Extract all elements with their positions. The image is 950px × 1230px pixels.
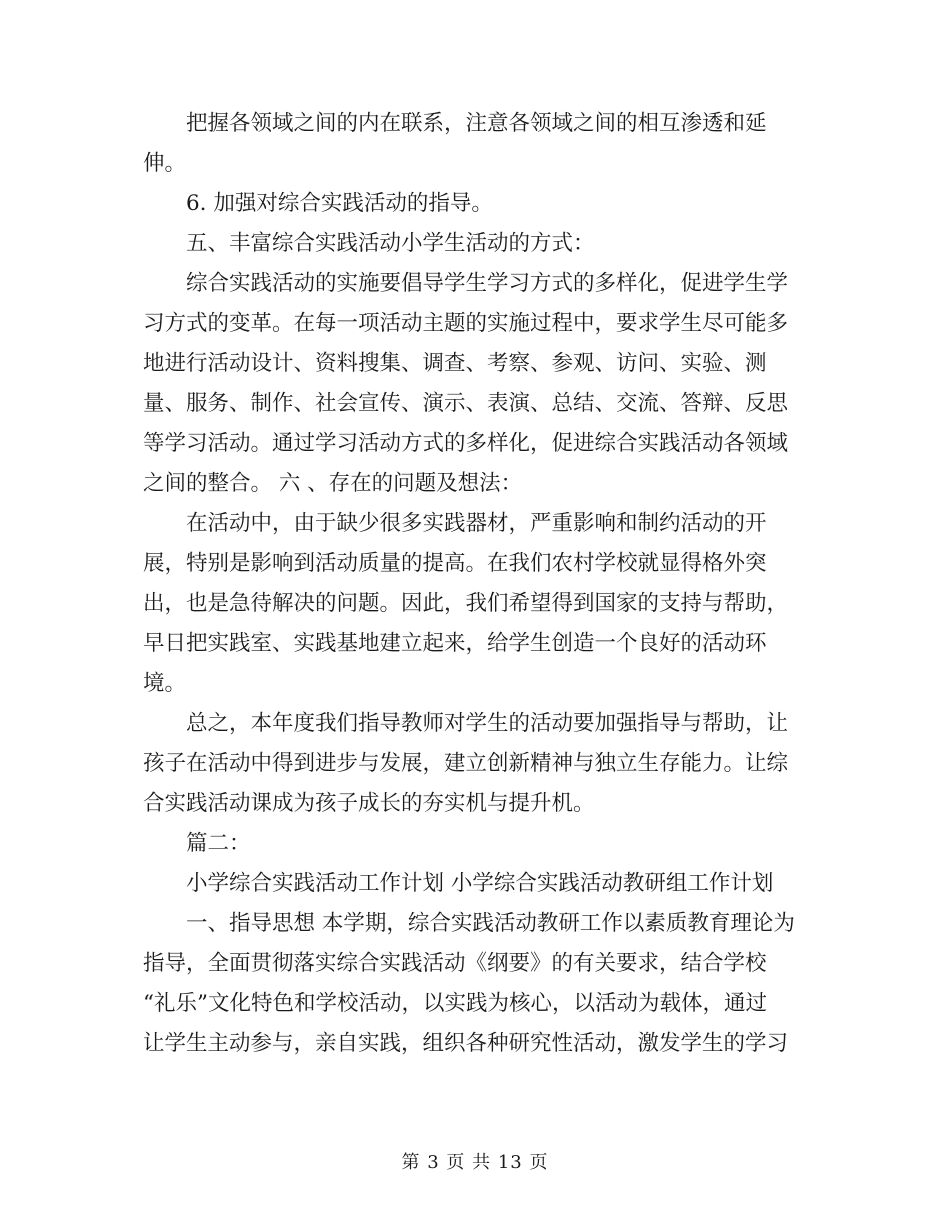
text-line: 6. 加强对综合实践活动的指导。 bbox=[186, 191, 493, 216]
text-line: 把握各领域之间的内在联系，注意各领域之间的相互渗透和延 bbox=[186, 111, 767, 136]
text-line: 篇二： bbox=[186, 831, 251, 856]
text-line: 让学生主动参与，亲自实践，组织各种研究性活动，激发学生的学习 bbox=[143, 1031, 789, 1056]
text-line: 五、丰富综合实践活动小学生活动的方式： bbox=[186, 231, 595, 256]
text-line: 出，也是急待解决的问题。因此，我们希望得到国家的支持与帮助， bbox=[143, 591, 789, 616]
text-line: 孩子在活动中得到进步与发展，建立创新精神与独立生存能力。让综 bbox=[143, 751, 789, 776]
text-line: 展，特别是影响到活动质量的提高。在我们农村学校就显得格外突 bbox=[143, 551, 767, 576]
text-line: 等学习活动。通过学习活动方式的多样化，促进综合实践活动各领域 bbox=[143, 431, 789, 456]
text-line: 境。 bbox=[143, 671, 187, 696]
text-line: 一、指导思想 本学期，综合实践活动教研工作以素质教育理论为 bbox=[186, 911, 795, 936]
document-body bbox=[143, 104, 808, 1064]
text-line: 之间的整合。 六 、存在的问题及想法： bbox=[143, 471, 523, 496]
text-line: 量、服务、制作、社会宣传、演示、表演、总结、交流、答辩、反思 bbox=[143, 391, 789, 416]
text-line: 在活动中，由于缺少很多实践器材，严重影响和制约活动的开 bbox=[186, 511, 767, 536]
text-line: 综合实践活动的实施要倡导学生学习方式的多样化，促进学生学 bbox=[186, 271, 789, 296]
page-footer: 第 3 页 共 13 页 bbox=[401, 1152, 549, 1173]
text-line: 习方式的变革。在每一项活动主题的实施过程中，要求学生尽可能多 bbox=[143, 311, 789, 336]
text-line: 地进行活动设计、资料搜集、调查、考察、参观、访问、实验、测 bbox=[143, 351, 767, 376]
text-line: “礼乐”文化特色和学校活动，以实践为核心，以活动为载体，通过 bbox=[143, 991, 767, 1016]
text-line: 总之，本年度我们指导教师对学生的活动要加强指导与帮助，让 bbox=[186, 711, 789, 736]
text-line: 合实践活动课成为孩子成长的夯实机与提升机。 bbox=[143, 791, 595, 816]
text-line: 早日把实践室、实践基地建立起来，给学生创造一个良好的活动环 bbox=[143, 631, 767, 656]
text-line: 伸。 bbox=[143, 151, 187, 176]
text-line: 指导，全面贯彻落实综合实践活动《纲要》的有关要求，结合学校 bbox=[143, 951, 767, 976]
text-line: 小学综合实践活动工作计划 小学综合实践活动教研组工作计划 bbox=[186, 871, 774, 896]
